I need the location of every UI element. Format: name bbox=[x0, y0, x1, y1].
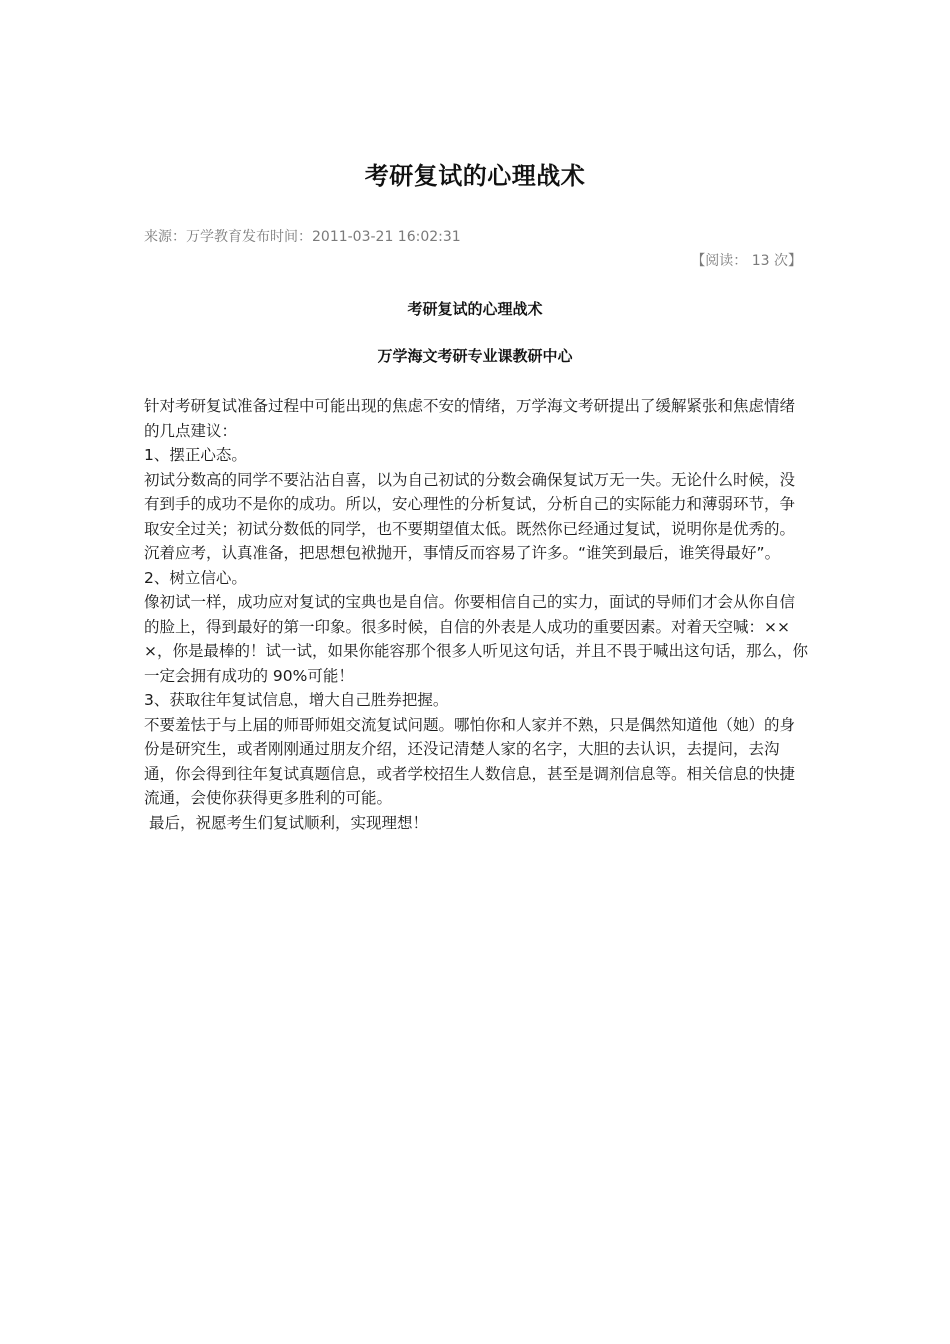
section-paragraph-1: 初试分数高的同学不要沾沾自喜，以为自己初试的分数会确保复试万无一失。无论什么时候，没有到手的成功不是你的成功。所以，安心理性的分析复试，分析自己的实际能力和薄弱环节，争取安全过关；初试分数低的同学，也不要期望值太低。既然你已经通过复试，说明你是优秀的。沉着应考，认真准备，把思想包袱抛开，事情反而容易了许多。“谁笑到最后，谁笑得最好”。 bbox=[144, 470, 796, 562]
article-body bbox=[144, 394, 808, 835]
author-organization: 万学海文考研专业课教研中心 bbox=[377, 347, 573, 365]
section-heading-3: 3、获取往年复试信息，增大自己胜券把握。 bbox=[144, 691, 449, 709]
page-title: 考研复试的心理战术 bbox=[364, 162, 586, 190]
section-heading-1: 1、摆正心态。 bbox=[144, 446, 247, 464]
source-publish-info: 来源：万学教育发布时间：2011-03-21 16:02:31 bbox=[144, 229, 461, 245]
closing-paragraph: 最后，祝愿考生们复试顺利，实现理想！ bbox=[144, 813, 428, 832]
section-paragraph-3: 不要羞怯于与上届的师哥师姐交流复试问题。哪怕你和人家并不熟，只是偶然知道他（她）的身份是研究生，或者刚刚通过朋友介绍，还没记清楚人家的名字，大胆的去认识，去提问，去沟通，你会得到往年复试真题信息，或者学校招生人数信息，甚至是调剂信息等。相关信息的快捷流通，会使你获得更多胜利的可能。 bbox=[144, 715, 796, 807]
intro-paragraph: 针对考研复试准备过程中可能出现的焦虑不安的情绪，万学海文考研提出了缓解紧张和焦虑情绪的几点建议： bbox=[144, 397, 796, 440]
section-heading-2: 2、树立信心。 bbox=[144, 568, 247, 587]
read-count: 【阅读： 13 次】 bbox=[691, 253, 802, 269]
section-paragraph-2: 像初试一样，成功应对复试的宝典也是自信。你要相信自己的实力，面试的导师们才会从你自信的脸上，得到最好的第一印象。很多时候，自信的外表是人成功的重要因素。对着天空喊：×××，你是最棒的！试一试，如果你能容那个很多人听见这句话，并且不畏于喊出这句话，那么，你一定会拥有成功的 90%可能！ bbox=[144, 593, 808, 685]
article-subtitle: 考研复试的心理战术 bbox=[407, 300, 543, 318]
